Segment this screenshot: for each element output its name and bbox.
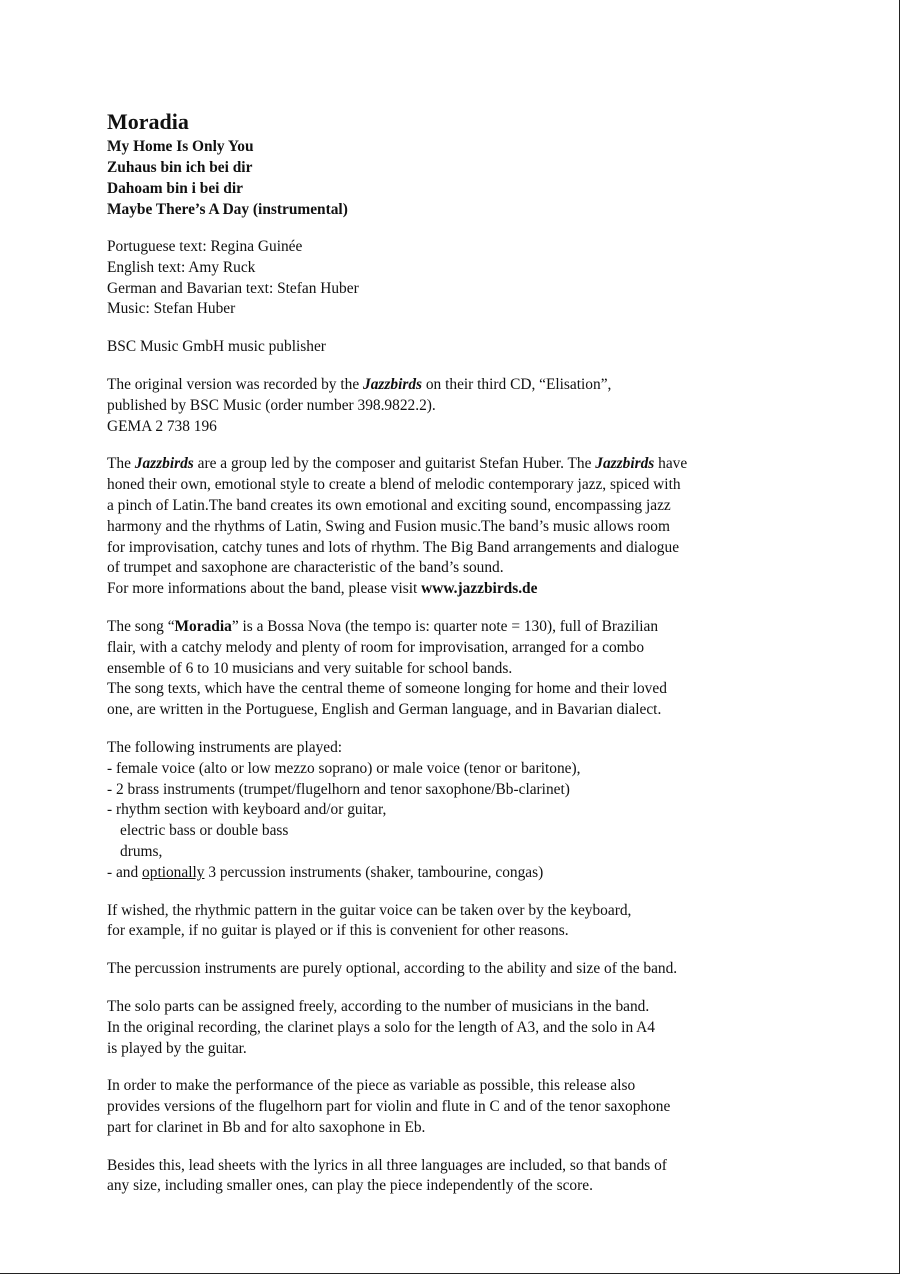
song-line-4: The song texts, which have the central theme of someone longing for home and their loved — [107, 680, 667, 698]
about-band-block — [107, 454, 807, 600]
credit-line: German and Bavarian text: Stefan Huber — [107, 279, 359, 297]
variable-line: In order to make the performance of the piece as variable as possible, this release also — [107, 1077, 636, 1095]
about-line-7: For more informations about the band, please visit www.jazzbirds.de — [107, 580, 538, 598]
website-link[interactable]: www.jazzbirds.de — [421, 580, 538, 598]
lead-sheet-line: Besides this, lead sheets with the lyrics in all three languages are included, so that bands of — [107, 1156, 667, 1174]
band-name: Jazzbirds — [595, 455, 655, 473]
solo-line: The solo parts can be assigned freely, according to the number of musicians in the band. — [107, 997, 650, 1015]
credit-line: Portuguese text: Regina Guinée — [107, 238, 303, 255]
solo-note-block — [107, 997, 807, 1059]
original-line-2: published by BSC Music (order number 398.9822.2). — [107, 396, 436, 414]
variable-line: provides versions of the flugelhorn part for violin and flute in C and of the tenor saxophone — [107, 1098, 671, 1116]
subtitle-list — [107, 136, 807, 220]
solo-line: is played by the guitar. — [107, 1039, 247, 1057]
optionally-underlined: optionally — [142, 863, 205, 881]
publisher-line: BSC Music GmbH music publisher — [107, 338, 326, 356]
about-line-3: a pinch of Latin.The band creates its own emotional and exciting sound, encompassing jazz — [107, 496, 671, 514]
about-line-6: of trumpet and saxophone are characteristic of the band’s sound. — [107, 559, 504, 577]
instrument-subitem: electric bass or double bass — [120, 822, 289, 840]
instruments-block — [107, 738, 807, 884]
song-line-5: one, are written in the Portuguese, English and German language, and in Bavarian dialect. — [107, 701, 662, 719]
document-body — [107, 108, 807, 1197]
percussion-line: The percussion instruments are purely optional, according to the ability and size of the band. — [107, 960, 678, 978]
credit-line: Music: Stefan Huber — [107, 300, 236, 318]
about-line-5: for improvisation, catchy tunes and lots of rhythm. The Big Band arrangements and dialogue — [107, 538, 680, 556]
song-line-2: flair, with a catchy melody and plenty of room for improvisation, arranged for a combo — [107, 638, 645, 656]
publisher-block — [107, 337, 807, 358]
instrument-subitem: drums, — [120, 842, 163, 860]
song-line-3: ensemble of 6 to 10 musicians and very suitable for school bands. — [107, 659, 513, 677]
instrument-item: - rhythm section with keyboard and/or guitar, — [107, 801, 387, 819]
about-line-4: harmony and the rhythms of Latin, Swing and Fusion music.The band’s music allows room — [107, 517, 670, 535]
about-line-1: The Jazzbirds are a group led by the composer and guitarist Stefan Huber. The Jazzbirds have — [107, 455, 688, 473]
subtitle: Dahoam bin i bei dir — [107, 180, 243, 197]
band-name: Jazzbirds — [363, 375, 423, 393]
variable-versions-block — [107, 1076, 807, 1138]
subtitle: My Home Is Only You — [107, 138, 254, 155]
gema-number: GEMA 2 738 196 — [107, 417, 217, 435]
original-version-block — [107, 375, 807, 437]
instrument-item: - female voice (alto or low mezzo soprano) or male voice (tenor or baritone), — [107, 759, 581, 777]
song-line-1: The song “Moradia” is a Bossa Nova (the tempo is: quarter note = 130), full of Brazilian — [107, 617, 659, 635]
subtitle: Maybe There’s A Day (instrumental) — [107, 201, 348, 218]
guitar-line: If wished, the rhythmic pattern in the guitar voice can be taken over by the keyboard, — [107, 901, 632, 919]
solo-line: In the original recording, the clarinet plays a solo for the length of A3, and the solo in A4 — [107, 1018, 655, 1036]
instruments-intro: The following instruments are played: — [107, 738, 343, 756]
lead-sheets-block — [107, 1156, 807, 1198]
guitar-line: for example, if no guitar is played or if this is convenient for other reasons. — [107, 922, 569, 940]
credits-block — [107, 237, 807, 320]
about-line-2: honed their own, emotional style to create a blend of melodic contemporary jazz, spiced with — [107, 476, 681, 494]
original-line-1: The original version was recorded by the Jazzbirds on their third CD, “Elisation”, — [107, 375, 612, 393]
song-description-block — [107, 617, 807, 721]
percussion-note-block — [107, 959, 807, 980]
guitar-note-block — [107, 901, 807, 943]
lead-sheet-line: any size, including smaller ones, can play the piece independently of the score. — [107, 1177, 593, 1195]
band-name: Jazzbirds — [134, 455, 194, 473]
song-name: Moradia — [174, 617, 232, 635]
subtitle: Zuhaus bin ich bei dir — [107, 159, 253, 176]
credit-line: English text: Amy Ruck — [107, 258, 256, 276]
variable-line: part for clarinet in Bb and for alto saxophone in Eb. — [107, 1118, 426, 1136]
instrument-item: - and optionally 3 percussion instruments (shaker, tambourine, congas) — [107, 863, 544, 881]
song-title: Moradia — [107, 109, 189, 134]
instrument-item: - 2 brass instruments (trumpet/flugelhorn and tenor saxophone/Bb-clarinet) — [107, 780, 570, 798]
